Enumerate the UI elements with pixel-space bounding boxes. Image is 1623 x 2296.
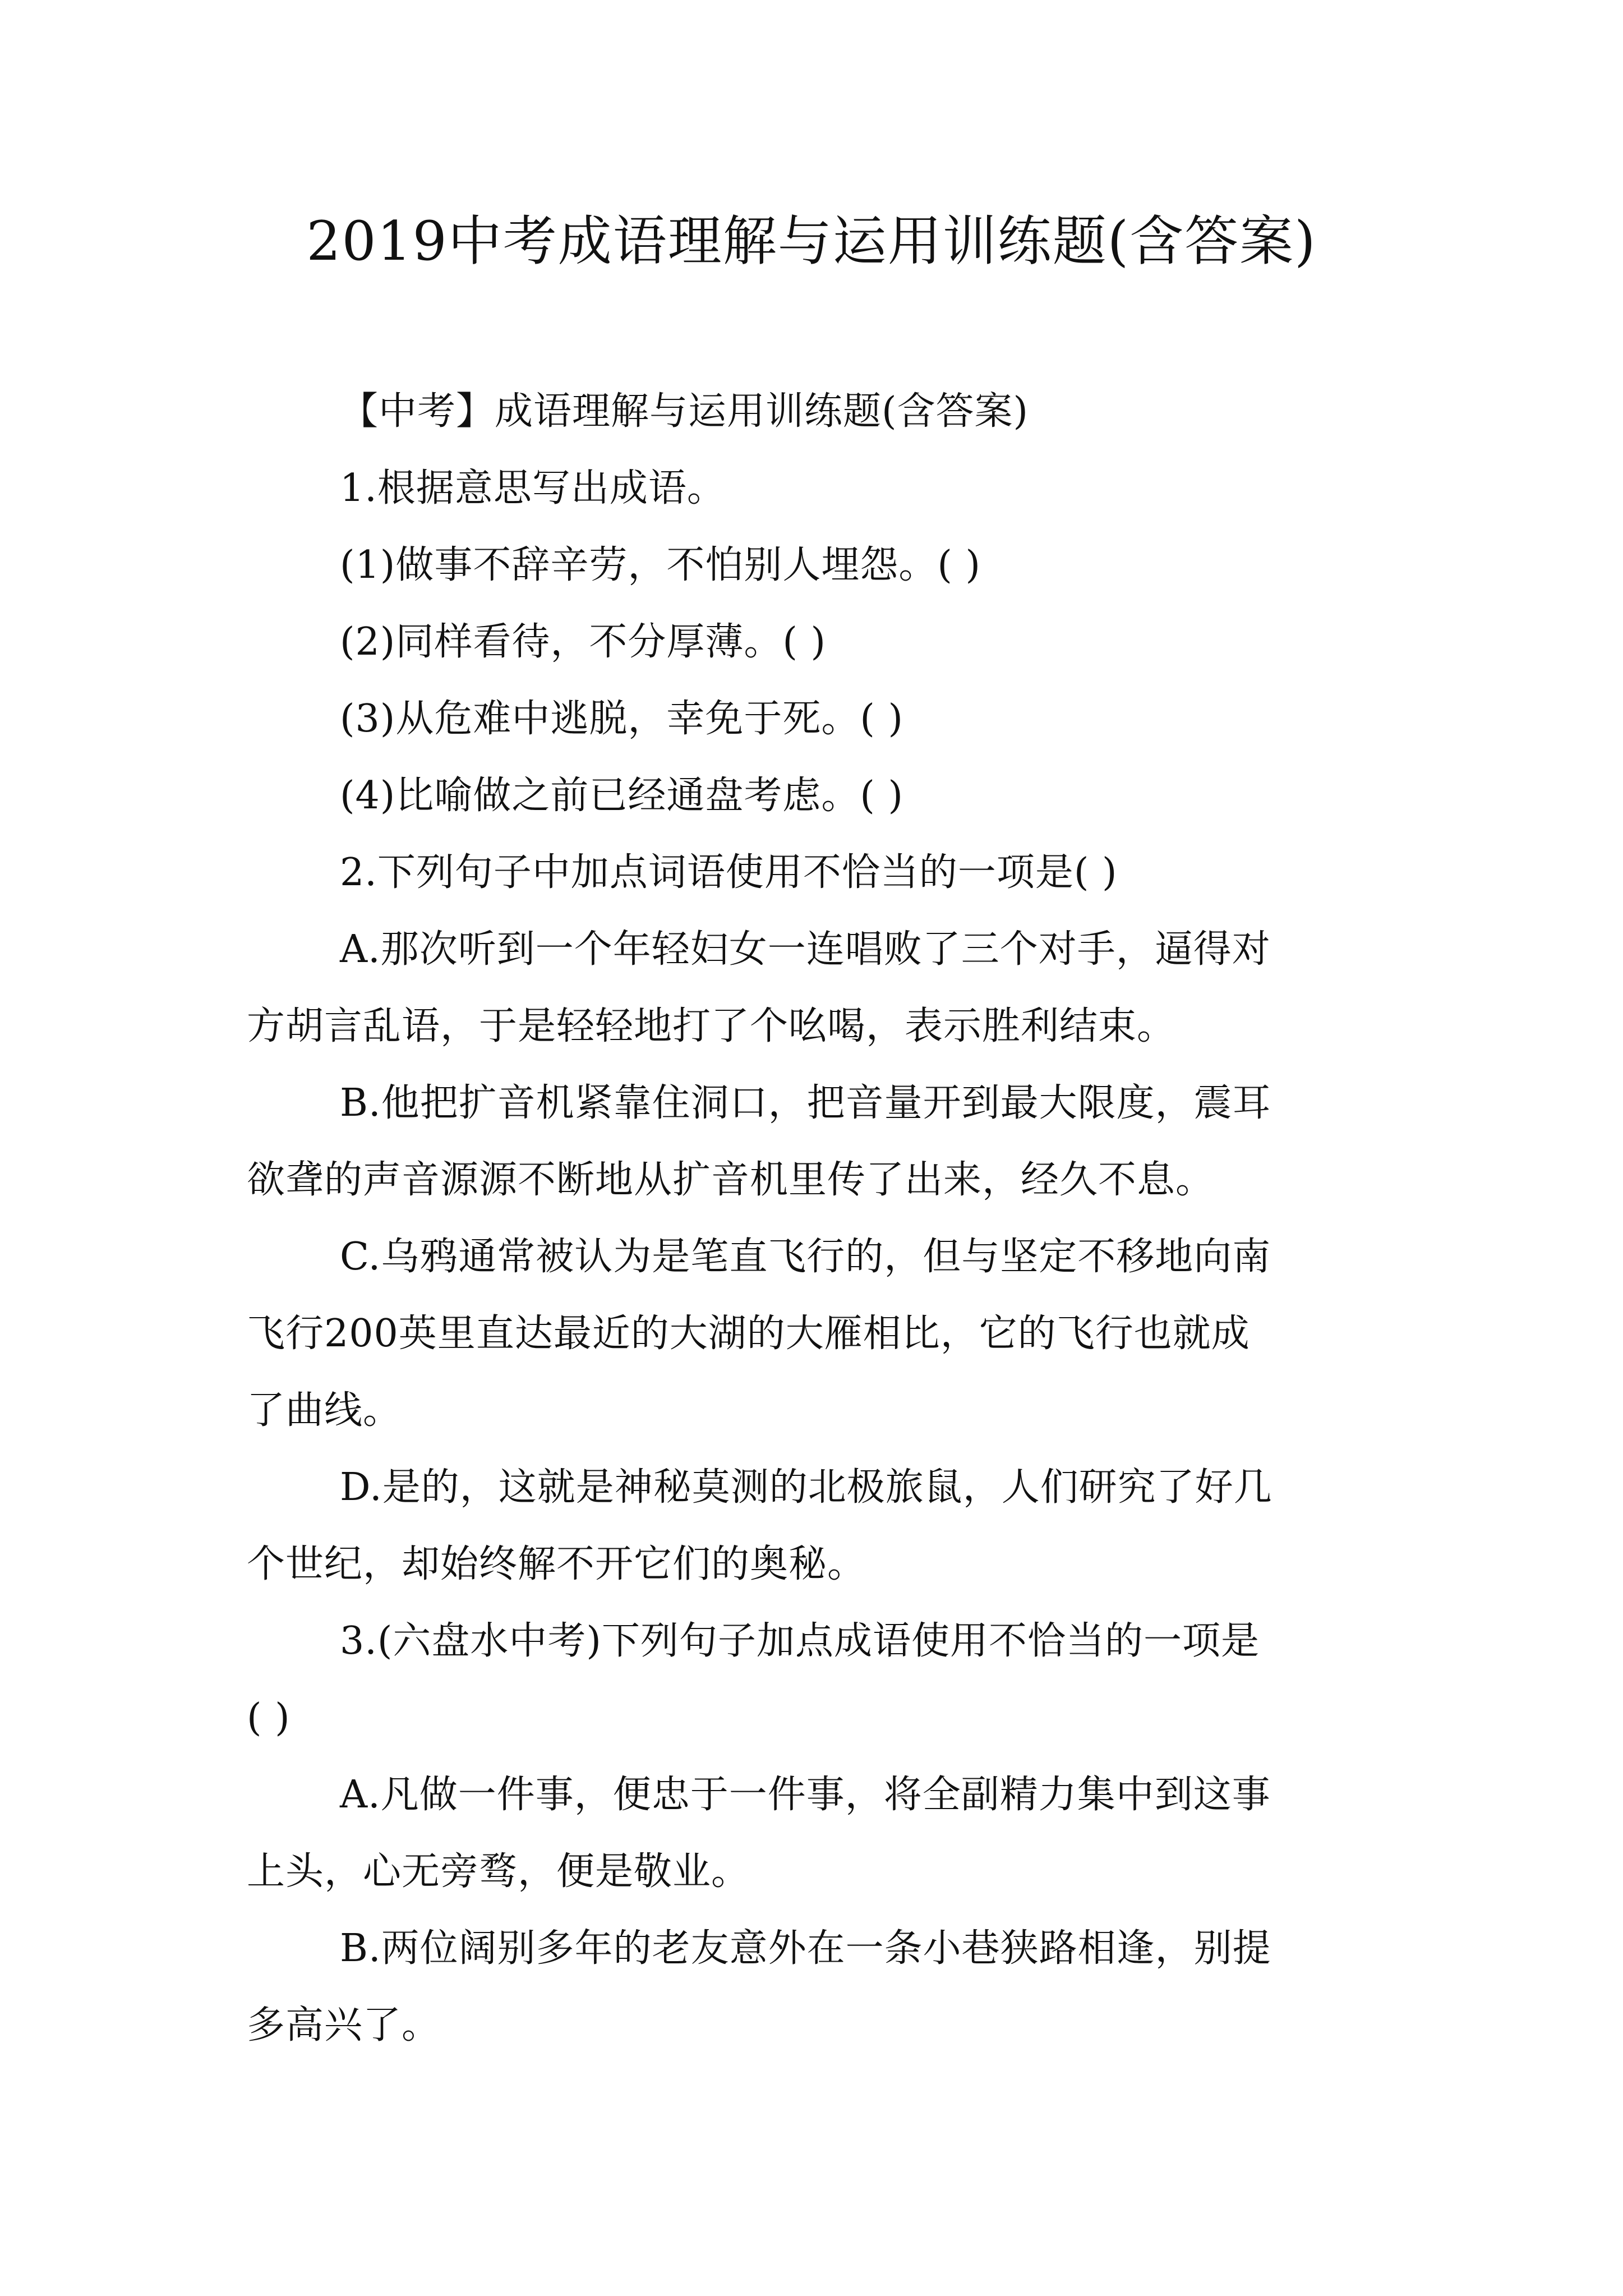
paragraph [247,911,1388,1065]
paragraph-continuation-line: ( ) [247,1696,291,1740]
paragraph [247,1910,1388,2064]
paragraph [247,1218,1388,1449]
paragraph-line: 1.根据意思写出成语。 [340,466,726,510]
paragraph-line: (4)比喻做之前已经通盘考虑。( ) [340,774,903,818]
paragraph [247,1756,1388,1910]
paragraph-line: (3)从危难中逃脱，幸免于死。( ) [340,697,903,741]
paragraph-line: 【中考】成语理解与运用训练题(含答案) [340,389,1029,434]
paragraph [247,1065,1388,1218]
paragraph-continuation-line: 欲聋的声音源源不断地从扩音机里传了出来，经久不息。 [247,1158,1215,1202]
paragraph-continuation-line: 方胡言乱语，于是轻轻地打了个吆喝，表示胜利结束。 [247,1004,1176,1048]
paragraph [247,757,1388,834]
paragraph [247,450,1388,527]
paragraph [247,373,1388,450]
paragraph-line: D.是的，这就是神秘莫测的北极旅鼠，人们研究了好几 [340,1465,1272,1510]
paragraph-line: (2)同样看待，不分厚薄。( ) [340,620,826,664]
paragraph [247,680,1388,757]
paragraph [247,1449,1388,1603]
paragraph-line: 3.(六盘水中考)下列句子加点成语使用不恰当的一项是 [340,1619,1260,1663]
paragraph-line: B.他把扩音机紧靠住洞口，把音量开到最大限度，震耳 [340,1081,1271,1125]
paragraph-line: A.凡做一件事，便忠于一件事，将全副精力集中到这事 [340,1773,1271,1817]
paragraph-line: C.乌鸦通常被认为是笔直飞行的，但与坚定不移地向南 [340,1235,1271,1279]
paragraph [247,527,1388,604]
paragraph-continuation-line: 飞行200英里直达最近的大湖的大雁相比，它的飞行也就成 [247,1312,1250,1356]
paragraph-continuation-line: 多高兴了。 [247,2003,441,2047]
paragraph [247,604,1388,680]
paragraph [247,1603,1388,1756]
paragraph-line: 2.下列句子中加点词语使用不恰当的一项是( ) [340,850,1118,895]
paragraph-line: A.那次听到一个年轻妇女一连唱败了三个对手，逼得对 [340,927,1271,972]
paragraph-line: (1)做事不辞辛劳，不怕别人埋怨。( ) [340,543,981,587]
paragraph-continuation-line: 上头，心无旁骛，便是敬业。 [247,1849,750,1894]
document-body [247,373,1388,2064]
paragraph-continuation-line: 个世纪，却始终解不开它们的奥秘。 [247,1542,866,1586]
document-title: 2019中考成语理解与运用训练题(含答案) [306,210,1317,273]
paragraph [247,834,1388,911]
paragraph-continuation-line: 了曲线。 [247,1388,402,1433]
paragraph-line: B.两位阔别多年的老友意外在一条小巷狭路相逢，别提 [340,1926,1271,1971]
